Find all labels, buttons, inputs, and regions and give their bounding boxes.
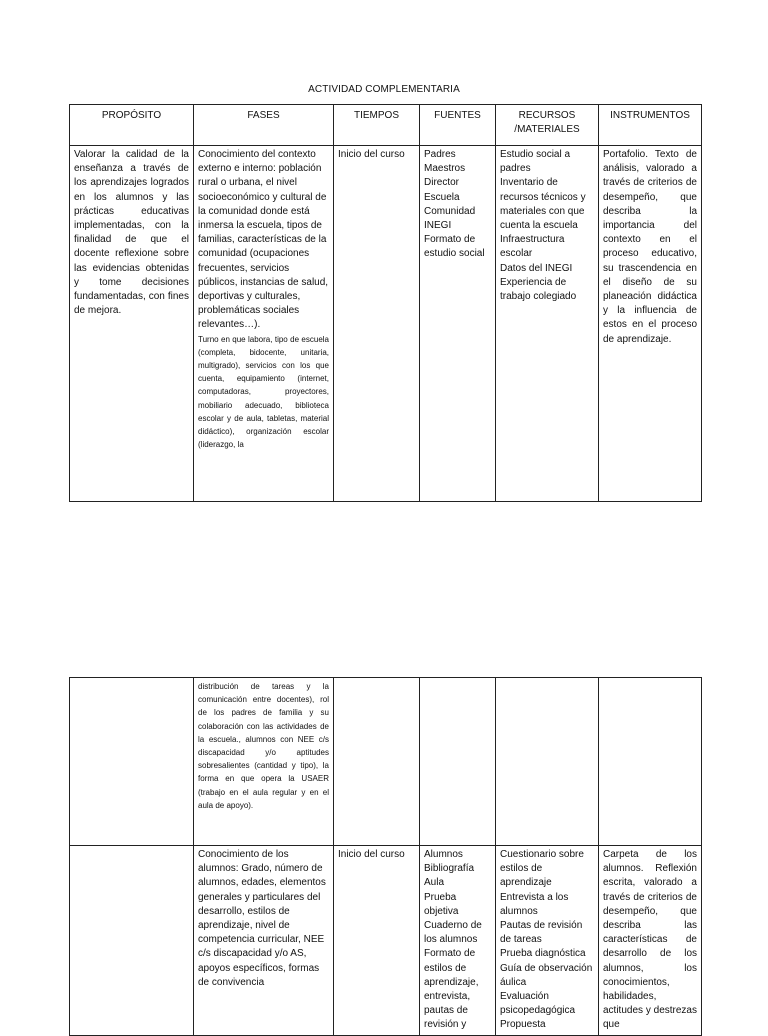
header-fases: FASES: [194, 105, 334, 146]
fuente-item: Bibliografía: [424, 863, 475, 875]
fuentes-cell: [420, 146, 496, 502]
fuente-item: Comunidad: [424, 205, 476, 217]
tiempos-cell: Inicio del curso: [334, 846, 420, 1036]
fuente-item: Director: [424, 177, 460, 189]
recurso-item: Propuesta: [500, 1019, 546, 1031]
table-header-row: [70, 105, 702, 146]
table-row: [70, 146, 702, 502]
proposito-cell-empty: [70, 678, 194, 846]
fuente-item: Aula: [424, 877, 445, 889]
activity-table-page-1: [69, 104, 702, 502]
recurso-item: Pautas de revisión de tareas: [500, 920, 583, 946]
fuente-item: Prueba objetiva: [424, 891, 459, 917]
header-tiempos: TIEMPOS: [334, 105, 420, 146]
recurso-item: Prueba diagnóstica: [500, 948, 586, 960]
recurso-item: Guía de observación áulica: [500, 962, 593, 988]
fases-small-text: Turno en que labora, tipo de escuela (completa, bidocente, unitaria, multigrado), servicios con los que cuenta, equipamiento (internet, computadoras, proyectores, mobiliario adecuado, biblioteca escolar y de aula, tabletas, material didáctico), organización escolar (liderazgo, la: [198, 334, 329, 450]
header-fuentes: FUENTES: [420, 105, 496, 146]
recurso-item: Cuestionario sobre estilos de aprendizaje: [500, 849, 584, 889]
proposito-cell: Valorar la calidad de la enseñanza a través de los aprendizajes logrados en los alumnos y las prácticas educativas implementadas, con la finalidad de que el docente reflexione sobre las evidencias obtenidas y tome decisiones fundamentadas, con fines de mejora.: [70, 146, 194, 502]
fases-small-text: distribución de tareas y la comunicación entre docentes), rol de los padres de familia y su colaboración con las actividades de la escuela., alumnos con NEE c/s discapacidad y/o aptitudes sobresalientes (cantidad y tipo), la forma en que opera la USAER (trabajo en el aula regular y en el aula de apoyo).: [198, 682, 329, 810]
table-row: [70, 846, 702, 1036]
instrumentos-cell-empty: [599, 678, 702, 846]
fuente-item: Cuaderno de los alumnos: [424, 920, 482, 946]
fases-cell: [194, 678, 334, 846]
fuente-item: Maestros: [424, 163, 466, 175]
fuente-item: INEGI: [424, 220, 452, 232]
fuente-item: Alumnos: [424, 849, 463, 860]
tiempos-cell-empty: [334, 678, 420, 846]
tiempos-cell: Inicio del curso: [334, 146, 420, 502]
recurso-item: Experiencia de trabajo colegiado: [500, 276, 577, 303]
fuente-item: Formato de estudio social: [424, 234, 485, 260]
recurso-item: Estudio social a padres: [500, 149, 571, 175]
fuente-item: Formato de estilos de aprendizaje, entrevista, pautas de revisión y: [424, 948, 479, 1031]
header-instrumentos: INSTRUMENTOS: [599, 105, 702, 146]
recursos-cell: [496, 846, 599, 1036]
page-title: ACTIVIDAD COMPLEMENTARIA: [308, 84, 460, 95]
recurso-item: Inventario de recursos técnicos y materiales con que cuenta la escuela: [500, 177, 586, 232]
fuente-item: Padres: [424, 149, 456, 160]
fuente-item: Escuela: [424, 191, 460, 203]
fases-cell: Conocimiento de los alumnos: Grado, número de alumnos, edades, elementos generales y particulares del desarrollo, estilos de aprendizaje, nivel de competencia curricular, NEE c/s discapacidad y/o AS, apoyos específicos, formas de convivencia: [194, 846, 334, 1036]
header-recursos: RECURSOS /MATERIALES: [496, 105, 599, 146]
fuentes-cell: [420, 846, 496, 1036]
fases-cell: [194, 146, 334, 502]
instrumentos-cell: Portafolio. Texto de análisis, valorado a través de criterios de desempeño, que describa la importancia del contexto en el proceso educativo, su trascendencia en el diseño de su planeación didáctica y la influencia de estos en el proceso de aprendizaje.: [599, 146, 702, 502]
header-proposito: PROPÓSITO: [70, 105, 194, 146]
fases-main-text: Conocimiento del contexto externo e interno: población rural o urbana, el nivel socioeconómico y cultural de la comunidad donde está inmersa la escuela, tipos de familias, características de la comunidad (ocupaciones frecuentes, servicios públicos, instancias de salud, deportivas y culturales, problemáticas sociales relevantes…).: [198, 149, 329, 331]
fuentes-cell-empty: [420, 678, 496, 846]
recurso-item: Evaluación psicopedagógica: [500, 991, 576, 1017]
recurso-item: Datos del INEGI: [500, 262, 573, 274]
table-row: [70, 678, 702, 846]
recursos-cell-empty: [496, 678, 599, 846]
instrumentos-cell: Carpeta de los alumnos. Reflexión escrita, valorado a través de criterios de desempeño, que describa las características de desarrollo de los alumnos, los conocimientos, habilidades, actitudes y destrezas que: [599, 846, 702, 1036]
proposito-cell-empty: [70, 846, 194, 1036]
recursos-cell: [496, 146, 599, 502]
activity-table-page-2: [69, 677, 702, 1036]
recurso-item: Infraestructura escolar: [500, 234, 565, 260]
recurso-item: Entrevista a los alumnos: [500, 891, 569, 917]
